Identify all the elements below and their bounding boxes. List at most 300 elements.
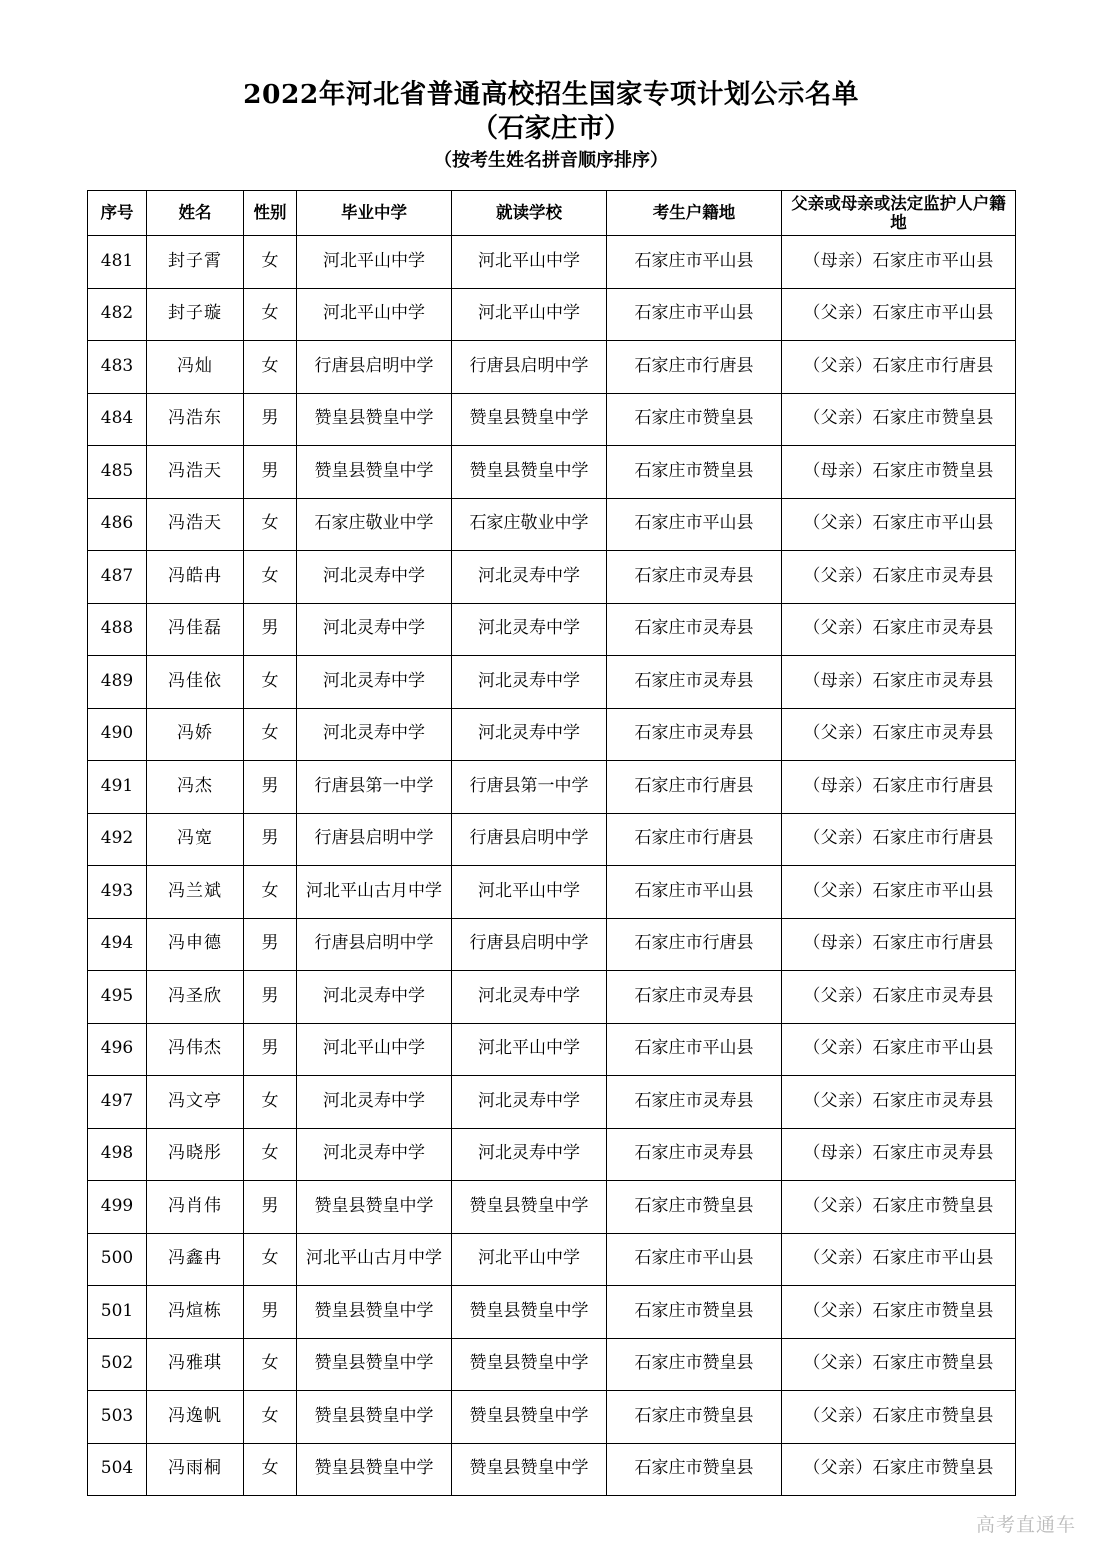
cell-index-text: 482	[100, 303, 134, 324]
cell-attending-school	[452, 761, 607, 814]
cell-guardian-hukou-text: （父亲）石家庄市平山县	[803, 513, 994, 534]
cell-graduated-school	[297, 288, 452, 341]
table-row	[88, 1338, 1016, 1391]
cell-name	[147, 1391, 244, 1444]
cell-candidate-hukou	[607, 446, 782, 499]
cell-sex	[244, 1076, 297, 1129]
column-header-graduated-school: 毕业中学	[297, 191, 452, 236]
cell-attending-school-text: 河北灵寿中学	[478, 985, 580, 1006]
cell-candidate-hukou-text: 石家庄市赞皇县	[634, 408, 754, 429]
cell-attending-school-text: 赞皇县赞皇中学	[469, 1195, 589, 1216]
cell-candidate-hukou-text: 石家庄市平山县	[634, 303, 754, 324]
page-subtitle: （石家庄市）	[471, 112, 631, 144]
cell-graduated-school-text: 赞皇县赞皇中学	[314, 1458, 434, 1479]
cell-attending-school-text: 河北平山中学	[478, 303, 580, 324]
cell-index-text: 495	[100, 985, 134, 1006]
cell-guardian-hukou-text: （母亲）石家庄市平山县	[803, 250, 994, 271]
cell-graduated-school-text: 河北灵寿中学	[323, 565, 425, 586]
cell-attending-school	[452, 971, 607, 1024]
cell-graduated-school-text: 行唐县第一中学	[314, 775, 434, 796]
cell-graduated-school	[297, 866, 452, 919]
cell-name-text: 冯皓冉	[168, 565, 222, 586]
cell-sex-text: 女	[261, 1143, 279, 1164]
cell-attending-school	[452, 866, 607, 919]
cell-sex-text: 女	[261, 1090, 279, 1111]
cell-index-text: 501	[100, 1300, 134, 1321]
cell-guardian-hukou-text: （父亲）石家庄市赞皇县	[803, 1195, 994, 1216]
cell-attending-school-text: 河北灵寿中学	[478, 670, 580, 691]
cell-name-text: 冯娇	[177, 723, 213, 744]
cell-sex-text: 女	[261, 565, 279, 586]
cell-candidate-hukou-text: 石家庄市灵寿县	[634, 985, 754, 1006]
cell-candidate-hukou	[607, 1181, 782, 1234]
cell-guardian-hukou-text: （父亲）石家庄市赞皇县	[803, 1353, 994, 1374]
cell-guardian-hukou	[782, 971, 1016, 1024]
cell-sex-text: 女	[261, 1458, 279, 1479]
table-row	[88, 1076, 1016, 1129]
cell-index-text: 493	[100, 880, 134, 901]
cell-guardian-hukou-text: （父亲）石家庄市行唐县	[803, 828, 994, 849]
cell-candidate-hukou-text: 石家庄市平山县	[634, 250, 754, 271]
cell-guardian-hukou	[782, 708, 1016, 761]
cell-attending-school-text: 赞皇县赞皇中学	[469, 1405, 589, 1426]
cell-graduated-school-text: 赞皇县赞皇中学	[314, 460, 434, 481]
cell-index	[88, 971, 147, 1024]
cell-guardian-hukou	[782, 551, 1016, 604]
cell-candidate-hukou	[607, 1233, 782, 1286]
cell-index	[88, 1128, 147, 1181]
cell-graduated-school	[297, 1391, 452, 1444]
cell-name	[147, 866, 244, 919]
table-row	[88, 971, 1016, 1024]
cell-graduated-school	[297, 761, 452, 814]
cell-candidate-hukou-text: 石家庄市行唐县	[634, 775, 754, 796]
cell-index-text: 490	[100, 723, 134, 744]
cell-index-text: 481	[100, 250, 134, 271]
cell-attending-school-text: 赞皇县赞皇中学	[469, 408, 589, 429]
cell-graduated-school	[297, 1233, 452, 1286]
table-row	[88, 1128, 1016, 1181]
table-row	[88, 446, 1016, 499]
cell-guardian-hukou	[782, 341, 1016, 394]
cell-index	[88, 1076, 147, 1129]
cell-sex-text: 男	[261, 775, 279, 796]
column-header-name: 姓名	[147, 191, 244, 236]
cell-index	[88, 1023, 147, 1076]
cell-graduated-school-text: 河北灵寿中学	[323, 985, 425, 1006]
cell-name-text: 冯浩东	[168, 408, 222, 429]
sort-order-note: （按考生姓名拼音顺序排序）	[434, 149, 668, 171]
cell-attending-school-text: 行唐县第一中学	[469, 775, 589, 796]
cell-index-text: 491	[100, 775, 134, 796]
cell-guardian-hukou-text: （父亲）石家庄市灵寿县	[803, 1090, 994, 1111]
cell-name-text: 冯浩天	[168, 513, 222, 534]
cell-candidate-hukou	[607, 341, 782, 394]
cell-guardian-hukou-text: （父亲）石家庄市赞皇县	[803, 408, 994, 429]
cell-sex-text: 男	[261, 985, 279, 1006]
cell-index-text: 484	[100, 408, 134, 429]
cell-graduated-school	[297, 1128, 452, 1181]
cell-index-text: 502	[100, 1353, 134, 1374]
cell-graduated-school-text: 赞皇县赞皇中学	[314, 1195, 434, 1216]
watermark: 高考直通车	[975, 1514, 1076, 1536]
cell-candidate-hukou	[607, 866, 782, 919]
cell-index	[88, 341, 147, 394]
cell-sex	[244, 1233, 297, 1286]
cell-candidate-hukou-text: 石家庄市平山县	[634, 1248, 754, 1269]
cell-sex	[244, 603, 297, 656]
cell-sex	[244, 288, 297, 341]
cell-attending-school	[452, 708, 607, 761]
cell-name-text: 封子璇	[168, 303, 222, 324]
cell-index-text: 489	[100, 670, 134, 691]
cell-sex-text: 男	[261, 1195, 279, 1216]
cell-guardian-hukou-text: （父亲）石家庄市灵寿县	[803, 985, 994, 1006]
cell-attending-school	[452, 288, 607, 341]
cell-graduated-school	[297, 603, 452, 656]
table-row	[88, 1233, 1016, 1286]
cell-index-text: 503	[100, 1405, 134, 1426]
cell-name	[147, 761, 244, 814]
cell-attending-school	[452, 1443, 607, 1496]
table-row	[88, 1286, 1016, 1339]
cell-name-text: 冯肖伟	[168, 1195, 222, 1216]
cell-index	[88, 761, 147, 814]
cell-graduated-school-text: 行唐县启明中学	[314, 828, 434, 849]
cell-graduated-school-text: 行唐县启明中学	[314, 355, 434, 376]
cell-attending-school	[452, 1023, 607, 1076]
cell-attending-school-text: 行唐县启明中学	[469, 933, 589, 954]
cell-attending-school	[452, 551, 607, 604]
cell-candidate-hukou	[607, 761, 782, 814]
cell-name	[147, 1128, 244, 1181]
cell-graduated-school	[297, 551, 452, 604]
cell-sex	[244, 656, 297, 709]
cell-sex	[244, 551, 297, 604]
cell-candidate-hukou	[607, 1391, 782, 1444]
cell-index-text: 497	[100, 1090, 134, 1111]
cell-name	[147, 1023, 244, 1076]
cell-candidate-hukou-text: 石家庄市灵寿县	[634, 670, 754, 691]
table-row	[88, 708, 1016, 761]
table-body	[88, 236, 1016, 1496]
cell-guardian-hukou	[782, 1128, 1016, 1181]
cell-index-text: 499	[100, 1195, 134, 1216]
cell-guardian-hukou-text: （父亲）石家庄市平山县	[803, 880, 994, 901]
cell-sex-text: 女	[261, 1405, 279, 1426]
cell-candidate-hukou	[607, 393, 782, 446]
cell-attending-school	[452, 603, 607, 656]
table-row	[88, 813, 1016, 866]
roster-table	[87, 190, 1016, 1496]
cell-name-text: 冯灿	[177, 355, 213, 376]
cell-sex-text: 男	[261, 933, 279, 954]
table-row	[88, 761, 1016, 814]
cell-index	[88, 288, 147, 341]
cell-graduated-school-text: 行唐县启明中学	[314, 933, 434, 954]
cell-attending-school-text: 石家庄敬业中学	[469, 513, 589, 534]
cell-sex-text: 男	[261, 1038, 279, 1059]
cell-name	[147, 1338, 244, 1391]
cell-guardian-hukou-text: （父亲）石家庄市赞皇县	[803, 1300, 994, 1321]
cell-sex	[244, 1181, 297, 1234]
cell-candidate-hukou	[607, 813, 782, 866]
cell-guardian-hukou	[782, 1023, 1016, 1076]
cell-attending-school	[452, 498, 607, 551]
cell-guardian-hukou	[782, 498, 1016, 551]
cell-guardian-hukou	[782, 603, 1016, 656]
cell-index	[88, 1181, 147, 1234]
cell-candidate-hukou-text: 石家庄市赞皇县	[634, 1405, 754, 1426]
cell-guardian-hukou-text: （父亲）石家庄市赞皇县	[803, 1458, 994, 1479]
cell-guardian-hukou	[782, 288, 1016, 341]
cell-name-text: 冯文亭	[168, 1090, 222, 1111]
roster-table-container	[87, 190, 1015, 1496]
cell-sex-text: 男	[261, 618, 279, 639]
cell-candidate-hukou	[607, 1443, 782, 1496]
cell-sex	[244, 761, 297, 814]
cell-attending-school-text: 河北平山中学	[478, 1038, 580, 1059]
cell-index	[88, 393, 147, 446]
cell-guardian-hukou	[782, 236, 1016, 289]
cell-candidate-hukou-text: 石家庄市灵寿县	[634, 1090, 754, 1111]
cell-attending-school-text: 河北灵寿中学	[478, 565, 580, 586]
cell-guardian-hukou-text: （母亲）石家庄市行唐县	[803, 775, 994, 796]
table-row	[88, 498, 1016, 551]
cell-attending-school	[452, 1233, 607, 1286]
table-row	[88, 288, 1016, 341]
cell-name	[147, 498, 244, 551]
cell-candidate-hukou	[607, 1076, 782, 1129]
column-header-candidate-hukou: 考生户籍地	[607, 191, 782, 236]
cell-name-text: 冯雨桐	[168, 1458, 222, 1479]
cell-attending-school	[452, 1286, 607, 1339]
cell-candidate-hukou	[607, 656, 782, 709]
cell-index	[88, 918, 147, 971]
cell-sex-text: 男	[261, 1300, 279, 1321]
cell-attending-school	[452, 1391, 607, 1444]
cell-candidate-hukou-text: 石家庄市赞皇县	[634, 1353, 754, 1374]
table-row	[88, 1023, 1016, 1076]
cell-sex-text: 女	[261, 1353, 279, 1374]
cell-index-text: 492	[100, 828, 134, 849]
column-header-index: 序号	[88, 191, 147, 236]
cell-index	[88, 498, 147, 551]
cell-candidate-hukou-text: 石家庄市赞皇县	[634, 1458, 754, 1479]
cell-index	[88, 656, 147, 709]
table-row	[88, 236, 1016, 289]
cell-index	[88, 813, 147, 866]
cell-guardian-hukou	[782, 656, 1016, 709]
cell-attending-school	[452, 341, 607, 394]
cell-guardian-hukou-text: （父亲）石家庄市平山县	[803, 303, 994, 324]
cell-sex	[244, 1128, 297, 1181]
cell-name-text: 冯鑫冉	[168, 1248, 222, 1269]
cell-sex	[244, 918, 297, 971]
cell-name-text: 冯佳依	[168, 670, 222, 691]
cell-name	[147, 1233, 244, 1286]
cell-index-text: 500	[100, 1248, 134, 1269]
cell-candidate-hukou-text: 石家庄市行唐县	[634, 933, 754, 954]
cell-candidate-hukou-text: 石家庄市赞皇县	[634, 1195, 754, 1216]
cell-index-text: 496	[100, 1038, 134, 1059]
cell-sex	[244, 236, 297, 289]
cell-attending-school-text: 河北灵寿中学	[478, 723, 580, 744]
cell-candidate-hukou-text: 石家庄市灵寿县	[634, 618, 754, 639]
cell-graduated-school	[297, 446, 452, 499]
cell-graduated-school-text: 赞皇县赞皇中学	[314, 1405, 434, 1426]
cell-guardian-hukou	[782, 1338, 1016, 1391]
cell-guardian-hukou	[782, 1076, 1016, 1129]
cell-candidate-hukou-text: 石家庄市平山县	[634, 513, 754, 534]
cell-graduated-school	[297, 1181, 452, 1234]
cell-index-text: 485	[100, 460, 134, 481]
cell-sex	[244, 393, 297, 446]
cell-name-text: 冯逸帆	[168, 1405, 222, 1426]
cell-graduated-school-text: 河北灵寿中学	[323, 618, 425, 639]
cell-sex	[244, 1391, 297, 1444]
cell-guardian-hukou	[782, 1391, 1016, 1444]
cell-index-text: 504	[100, 1458, 134, 1479]
cell-sex-text: 女	[261, 1248, 279, 1269]
cell-name	[147, 341, 244, 394]
cell-graduated-school-text: 河北平山古月中学	[306, 880, 442, 901]
table-row	[88, 918, 1016, 971]
cell-guardian-hukou	[782, 1181, 1016, 1234]
cell-guardian-hukou	[782, 446, 1016, 499]
cell-name-text: 冯申德	[168, 933, 222, 954]
cell-candidate-hukou	[607, 918, 782, 971]
cell-sex-text: 女	[261, 250, 279, 271]
cell-guardian-hukou-text: （父亲）石家庄市平山县	[803, 1248, 994, 1269]
cell-graduated-school	[297, 656, 452, 709]
cell-name	[147, 1181, 244, 1234]
cell-candidate-hukou	[607, 498, 782, 551]
cell-graduated-school	[297, 341, 452, 394]
cell-index	[88, 708, 147, 761]
cell-index-text: 486	[100, 513, 134, 534]
cell-attending-school	[452, 1181, 607, 1234]
cell-sex	[244, 866, 297, 919]
cell-guardian-hukou	[782, 1233, 1016, 1286]
cell-candidate-hukou-text: 石家庄市灵寿县	[634, 565, 754, 586]
cell-sex	[244, 1443, 297, 1496]
cell-attending-school-text: 河北平山中学	[478, 250, 580, 271]
cell-sex-text: 女	[261, 303, 279, 324]
cell-sex	[244, 971, 297, 1024]
cell-guardian-hukou-text: （母亲）石家庄市赞皇县	[803, 460, 994, 481]
cell-candidate-hukou	[607, 551, 782, 604]
cell-guardian-hukou-text: （父亲）石家庄市平山县	[803, 1038, 994, 1059]
cell-guardian-hukou-text: （父亲）石家庄市赞皇县	[803, 1405, 994, 1426]
cell-graduated-school-text: 河北平山古月中学	[306, 1248, 442, 1269]
table-row	[88, 1443, 1016, 1496]
cell-graduated-school	[297, 918, 452, 971]
table-row	[88, 341, 1016, 394]
cell-graduated-school	[297, 393, 452, 446]
cell-attending-school-text: 河北平山中学	[478, 880, 580, 901]
cell-candidate-hukou	[607, 1023, 782, 1076]
cell-candidate-hukou-text: 石家庄市灵寿县	[634, 1143, 754, 1164]
cell-attending-school-text: 赞皇县赞皇中学	[469, 1300, 589, 1321]
table-row	[88, 1391, 1016, 1444]
cell-name	[147, 236, 244, 289]
cell-name	[147, 971, 244, 1024]
cell-attending-school-text: 行唐县启明中学	[469, 828, 589, 849]
cell-attending-school	[452, 813, 607, 866]
cell-name	[147, 446, 244, 499]
table-row	[88, 1181, 1016, 1234]
table-header	[88, 191, 1016, 236]
cell-candidate-hukou	[607, 288, 782, 341]
cell-attending-school-text: 河北灵寿中学	[478, 1143, 580, 1164]
cell-attending-school	[452, 1076, 607, 1129]
column-header-guardian-hukou: 父亲或母亲或法定监护人户籍地	[782, 191, 1016, 236]
cell-name	[147, 603, 244, 656]
cell-sex	[244, 446, 297, 499]
cell-candidate-hukou	[607, 1286, 782, 1339]
cell-attending-school-text: 行唐县启明中学	[469, 355, 589, 376]
cell-attending-school	[452, 1128, 607, 1181]
table-row	[88, 866, 1016, 919]
cell-graduated-school	[297, 236, 452, 289]
cell-index	[88, 603, 147, 656]
cell-graduated-school-text: 河北灵寿中学	[323, 723, 425, 744]
cell-guardian-hukou-text: （父亲）石家庄市灵寿县	[803, 723, 994, 744]
cell-candidate-hukou	[607, 1338, 782, 1391]
cell-guardian-hukou-text: （父亲）石家庄市行唐县	[803, 355, 994, 376]
cell-index-text: 494	[100, 933, 134, 954]
cell-candidate-hukou-text: 石家庄市赞皇县	[634, 1300, 754, 1321]
cell-graduated-school-text: 河北灵寿中学	[323, 1090, 425, 1111]
cell-index	[88, 1338, 147, 1391]
cell-candidate-hukou	[607, 236, 782, 289]
cell-attending-school-text: 赞皇县赞皇中学	[469, 460, 589, 481]
cell-graduated-school-text: 赞皇县赞皇中学	[314, 1300, 434, 1321]
cell-candidate-hukou	[607, 708, 782, 761]
cell-name	[147, 1076, 244, 1129]
cell-guardian-hukou-text: （母亲）石家庄市灵寿县	[803, 670, 994, 691]
cell-graduated-school	[297, 1338, 452, 1391]
cell-index-text: 488	[100, 618, 134, 639]
cell-attending-school	[452, 393, 607, 446]
cell-sex	[244, 1338, 297, 1391]
cell-name-text: 冯浩天	[168, 460, 222, 481]
cell-index	[88, 1286, 147, 1339]
cell-candidate-hukou-text: 石家庄市平山县	[634, 880, 754, 901]
cell-guardian-hukou	[782, 918, 1016, 971]
cell-name	[147, 1286, 244, 1339]
cell-candidate-hukou-text: 石家庄市行唐县	[634, 828, 754, 849]
cell-index-text: 498	[100, 1143, 134, 1164]
cell-candidate-hukou	[607, 1128, 782, 1181]
cell-graduated-school-text: 河北灵寿中学	[323, 670, 425, 691]
cell-name	[147, 813, 244, 866]
cell-index	[88, 1391, 147, 1444]
cell-attending-school	[452, 918, 607, 971]
cell-name-text: 冯杰	[177, 775, 213, 796]
cell-name	[147, 288, 244, 341]
cell-candidate-hukou	[607, 971, 782, 1024]
cell-attending-school-text: 赞皇县赞皇中学	[469, 1458, 589, 1479]
cell-name-text: 冯伟杰	[168, 1038, 222, 1059]
cell-guardian-hukou-text: （母亲）石家庄市行唐县	[803, 933, 994, 954]
cell-guardian-hukou-text: （父亲）石家庄市灵寿县	[803, 618, 994, 639]
cell-candidate-hukou	[607, 603, 782, 656]
cell-name	[147, 393, 244, 446]
cell-index-text: 483	[100, 355, 134, 376]
cell-guardian-hukou-text: （父亲）石家庄市灵寿县	[803, 565, 994, 586]
